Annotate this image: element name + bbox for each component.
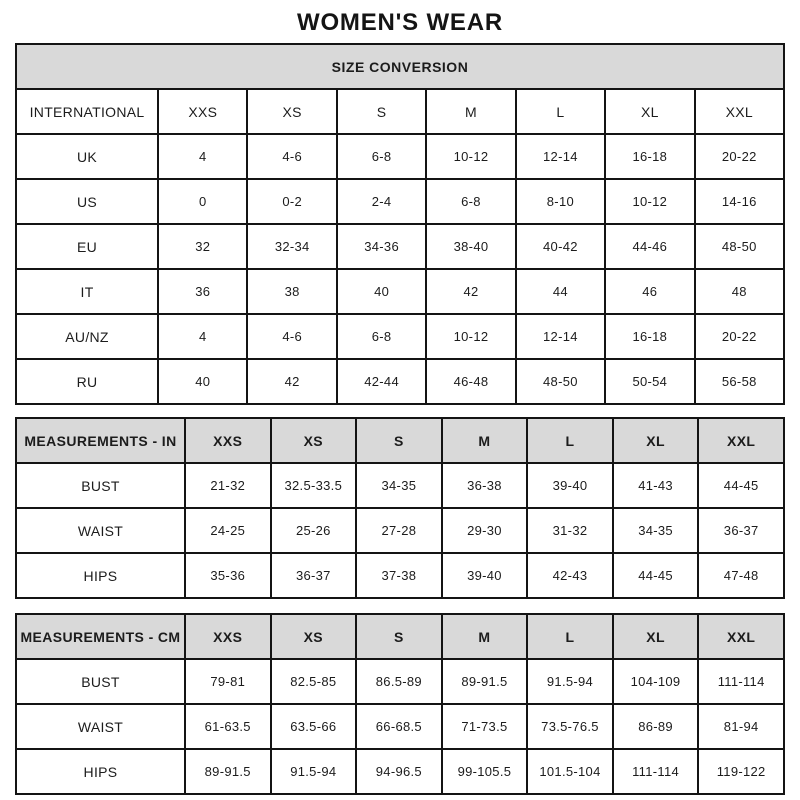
value-cell: 101.5-104 [527,749,613,794]
table-row [16,463,784,508]
value-cell: 38 [247,269,336,314]
value-cell: 35-36 [185,553,271,598]
value-cell: 44-45 [698,463,784,508]
value-cell: 4-6 [247,314,336,359]
column-header: L [527,418,613,463]
row-label: UK [16,134,158,179]
row-label: WAIST [16,704,185,749]
value-cell: 40 [158,359,247,404]
row-label: RU [16,359,158,404]
value-cell: 34-36 [337,224,426,269]
table-title-cell: MEASUREMENTS - CM [16,614,185,659]
table-row [16,508,784,553]
value-cell: 10-12 [426,314,515,359]
value-cell: 111-114 [613,749,699,794]
value-cell: 44-45 [613,553,699,598]
column-header: M [442,614,528,659]
table-row [16,553,784,598]
table-row [16,134,784,179]
value-cell: 34-35 [613,508,699,553]
value-cell: 48-50 [516,359,605,404]
value-cell: 10-12 [426,134,515,179]
value-cell: 56-58 [695,359,784,404]
value-cell: 119-122 [698,749,784,794]
row-label: HIPS [16,553,185,598]
value-cell: 29-30 [442,508,528,553]
value-cell: 46-48 [426,359,515,404]
row-label: BUST [16,463,185,508]
value-cell: 39-40 [527,463,613,508]
value-cell: 36-38 [442,463,528,508]
value-cell: 91.5-94 [527,659,613,704]
value-cell: 6-8 [337,134,426,179]
value-cell: 94-96.5 [356,749,442,794]
value-cell: 86-89 [613,704,699,749]
column-header: L [527,614,613,659]
value-cell: 48 [695,269,784,314]
row-label: EU [16,224,158,269]
value-cell: 42-44 [337,359,426,404]
row-label-header: INTERNATIONAL [16,89,158,134]
value-cell: 4 [158,314,247,359]
value-cell: 16-18 [605,314,694,359]
value-cell: 71-73.5 [442,704,528,749]
value-cell: 20-22 [695,314,784,359]
value-cell: 27-28 [356,508,442,553]
value-cell: 10-12 [605,179,694,224]
table-row [16,314,784,359]
value-cell: 42 [426,269,515,314]
column-header: XL [613,614,699,659]
table-row [16,704,784,749]
column-header: XS [247,89,336,134]
value-cell: 47-48 [698,553,784,598]
column-header: XL [605,89,694,134]
row-label: US [16,179,158,224]
row-label: AU/NZ [16,314,158,359]
column-header: M [442,418,528,463]
table-title-cell: MEASUREMENTS - IN [16,418,185,463]
column-header: XL [613,418,699,463]
value-cell: 104-109 [613,659,699,704]
value-cell: 12-14 [516,134,605,179]
column-header: XS [271,614,357,659]
value-cell: 73.5-76.5 [527,704,613,749]
value-cell: 44-46 [605,224,694,269]
table-row [16,659,784,704]
value-cell: 36-37 [271,553,357,598]
value-cell: 20-22 [695,134,784,179]
value-cell: 99-105.5 [442,749,528,794]
table-title-cell: SIZE CONVERSION [16,44,784,89]
value-cell: 63.5-66 [271,704,357,749]
value-cell: 50-54 [605,359,694,404]
table-row [16,179,784,224]
column-header: XXL [695,89,784,134]
column-header: S [337,89,426,134]
value-cell: 48-50 [695,224,784,269]
value-cell: 4 [158,134,247,179]
value-cell: 37-38 [356,553,442,598]
value-cell: 66-68.5 [356,704,442,749]
column-header: XXS [158,89,247,134]
value-cell: 14-16 [695,179,784,224]
column-header: XXL [698,418,784,463]
column-header: XS [271,418,357,463]
value-cell: 0-2 [247,179,336,224]
value-cell: 32-34 [247,224,336,269]
value-cell: 32.5-33.5 [271,463,357,508]
value-cell: 2-4 [337,179,426,224]
value-cell: 6-8 [337,314,426,359]
row-label: WAIST [16,508,185,553]
column-header: XXS [185,418,271,463]
table-row [16,749,784,794]
value-cell: 32 [158,224,247,269]
row-label: HIPS [16,749,185,794]
value-cell: 40 [337,269,426,314]
value-cell: 36 [158,269,247,314]
value-cell: 21-32 [185,463,271,508]
value-cell: 89-91.5 [442,659,528,704]
value-cell: 42-43 [527,553,613,598]
page-title: WOMEN'S WEAR [297,9,503,36]
value-cell: 61-63.5 [185,704,271,749]
column-header: XXS [185,614,271,659]
row-label: IT [16,269,158,314]
value-cell: 42 [247,359,336,404]
table-row [16,359,784,404]
value-cell: 8-10 [516,179,605,224]
table-row [16,224,784,269]
column-header: M [426,89,515,134]
value-cell: 25-26 [271,508,357,553]
row-label: BUST [16,659,185,704]
value-cell: 12-14 [516,314,605,359]
value-cell: 89-91.5 [185,749,271,794]
value-cell: 31-32 [527,508,613,553]
value-cell: 36-37 [698,508,784,553]
value-cell: 111-114 [698,659,784,704]
value-cell: 16-18 [605,134,694,179]
column-header: S [356,614,442,659]
value-cell: 40-42 [516,224,605,269]
value-cell: 81-94 [698,704,784,749]
measurements-in-table [15,417,785,599]
value-cell: 82.5-85 [271,659,357,704]
table-row [16,269,784,314]
value-cell: 46 [605,269,694,314]
value-cell: 41-43 [613,463,699,508]
value-cell: 86.5-89 [356,659,442,704]
column-header: S [356,418,442,463]
value-cell: 4-6 [247,134,336,179]
column-header: XXL [698,614,784,659]
value-cell: 0 [158,179,247,224]
value-cell: 44 [516,269,605,314]
value-cell: 38-40 [426,224,515,269]
value-cell: 6-8 [426,179,515,224]
measurements-cm-table [15,613,785,795]
value-cell: 39-40 [442,553,528,598]
value-cell: 79-81 [185,659,271,704]
value-cell: 34-35 [356,463,442,508]
value-cell: 24-25 [185,508,271,553]
size-conversion-table [15,43,785,405]
value-cell: 91.5-94 [271,749,357,794]
column-header: L [516,89,605,134]
